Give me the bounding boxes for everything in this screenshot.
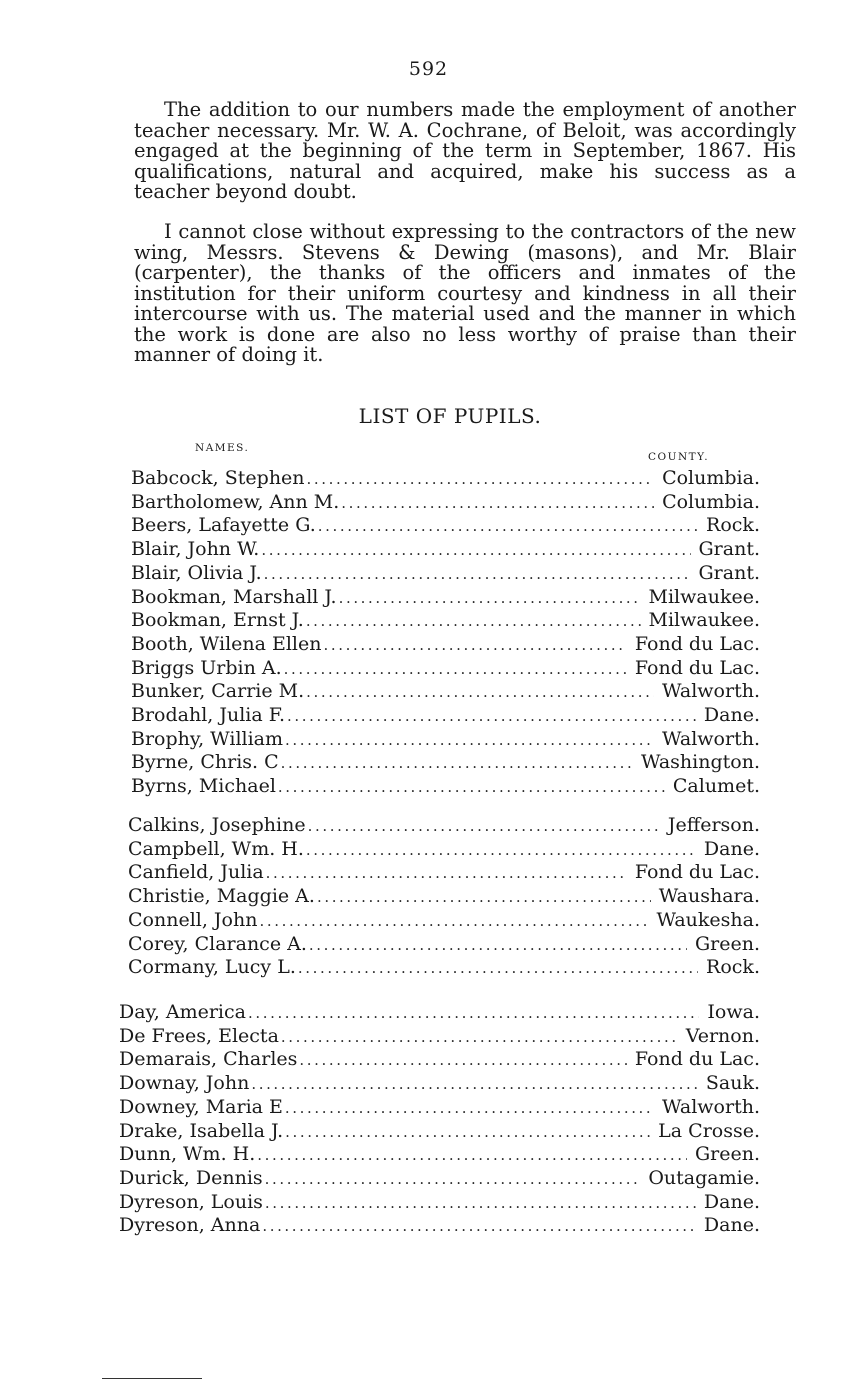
pupil-county: Vernon.	[685, 1024, 760, 1047]
pupil-county: Fond du Lac.	[634, 656, 760, 679]
pupil-name: Cormany, Lucy L.	[128, 956, 296, 979]
pupil-name: Downay, John	[119, 1072, 250, 1095]
pupil-county: Green.	[694, 932, 760, 955]
dot-leader	[324, 636, 627, 654]
pupil-county: Grant.	[698, 538, 760, 561]
pupil-name: Durick, Dennis	[119, 1166, 263, 1189]
pupil-row	[131, 657, 760, 681]
dot-leader	[306, 612, 641, 630]
pupil-name: Brophy, William	[131, 727, 284, 750]
dot-leader	[285, 1099, 654, 1117]
pupil-name: Bookman, Ernst J.	[131, 609, 304, 632]
pupil-county: Columbia.	[662, 467, 760, 489]
pupil-name: Dyreson, Anna	[119, 1214, 261, 1237]
pupil-row	[119, 1120, 760, 1144]
pupil-county: Jefferson.	[667, 814, 760, 836]
pupil-row	[131, 609, 760, 633]
dot-leader	[339, 589, 641, 607]
pupil-row	[131, 562, 760, 586]
pupil-name: Christie, Maggie A.	[128, 885, 315, 908]
pupil-row	[128, 909, 760, 933]
pupil-name: Blair, John W.	[131, 538, 260, 561]
dot-leader	[251, 1075, 698, 1093]
pupil-county: Columbia.	[662, 490, 760, 513]
pupil-row	[119, 1143, 760, 1167]
pupil-name: Blair, Olivia J.	[131, 561, 262, 584]
pupil-row	[131, 467, 760, 491]
pupil-county: Walworth.	[662, 727, 760, 750]
pupil-name: Babcock, Stephen	[131, 467, 305, 489]
dot-leader	[306, 683, 654, 701]
pupil-county: Fond du Lac.	[634, 632, 760, 655]
pupil-row	[131, 514, 760, 538]
dot-leader	[278, 778, 665, 796]
pupil-name: Beers, Lafayette G.	[131, 514, 316, 537]
dot-leader	[248, 1004, 699, 1022]
pupil-county: Milwaukee.	[648, 609, 760, 632]
pupil-name: Dunn, Wm. H.	[119, 1143, 256, 1166]
dot-leader	[307, 470, 655, 488]
pupil-row	[128, 933, 760, 957]
county-column-header: COUNTY.	[648, 451, 710, 463]
pupil-row	[119, 1025, 760, 1049]
dot-leader	[261, 541, 690, 559]
dot-leader	[265, 1194, 696, 1212]
pupil-row	[119, 1214, 760, 1238]
pupil-row	[131, 775, 760, 799]
pupil-row	[119, 1048, 760, 1072]
dot-leader	[299, 1051, 627, 1069]
dot-leader	[341, 494, 654, 512]
pupil-name: Canfield, Julia	[128, 861, 264, 884]
pupil-county: Dane.	[703, 1214, 760, 1237]
pupil-county: Waushara.	[658, 885, 760, 908]
pupil-row	[131, 491, 760, 515]
pupil-county: Grant.	[698, 561, 760, 584]
dot-leader	[298, 959, 698, 977]
pupil-name: Booth, Wilena Ellen	[131, 632, 322, 655]
pupil-name: Bookman, Marshall J.	[131, 585, 337, 608]
pupil-county: Dane.	[703, 837, 760, 860]
pupil-row	[119, 1072, 760, 1096]
dot-leader	[306, 841, 696, 859]
pupil-name: De Frees, Electa	[119, 1024, 279, 1047]
pupil-name: Drake, Isabella J.	[119, 1119, 284, 1142]
dot-leader	[309, 936, 687, 954]
dot-leader	[285, 731, 654, 749]
dot-leader	[266, 864, 627, 882]
pupil-name: Campbell, Wm. H.	[128, 837, 304, 860]
pupil-name: Bartholomew, Ann M.	[131, 490, 340, 513]
page-number: 592	[408, 58, 449, 80]
names-column-header: NAMES.	[195, 442, 250, 454]
dot-leader	[281, 754, 633, 772]
pupil-row	[131, 538, 760, 562]
dot-leader	[259, 912, 648, 930]
pupil-name: Calkins, Josephine	[128, 814, 306, 836]
pupil-name: Connell, John	[128, 908, 258, 931]
pupil-county: Rock.	[706, 956, 760, 979]
pupil-row	[119, 1191, 760, 1215]
body-paragraph-2: I cannot close without expressing to the contractors of the new wing, Messrs. Stevens & Dewing (masons), and Mr. Blair (carpenter), the thanks of the officers and inmates of the institution for their uniform courtesy and kindness in all their intercourse with us. The material used and the manner in which the work is done are also no less worthy of praise than their manner of doing it.	[134, 220, 796, 366]
pupil-county: Sauk.	[705, 1072, 760, 1095]
pupil-row	[119, 1167, 760, 1191]
pupil-name: Downey, Maria E	[119, 1095, 283, 1118]
pupil-name: Byrne, Chris. C	[131, 751, 279, 774]
dot-leader	[264, 565, 691, 583]
pupil-row	[131, 680, 760, 704]
dot-leader	[281, 1028, 678, 1046]
pupil-row	[128, 956, 760, 980]
pupil-name: Brodahl, Julia F.	[131, 704, 286, 726]
pupil-county: Milwaukee.	[648, 585, 760, 608]
pupil-county: Iowa.	[707, 1001, 760, 1023]
dot-leader	[308, 817, 660, 835]
pupil-county: Walworth.	[662, 680, 760, 703]
pupil-row	[128, 814, 760, 838]
dot-leader	[262, 1217, 696, 1235]
dot-leader	[285, 1123, 650, 1141]
pupil-row	[119, 1001, 760, 1025]
pupil-county: Rock.	[706, 514, 760, 537]
dot-leader	[317, 888, 651, 906]
pupil-row	[131, 586, 760, 610]
pupil-county: Fond du Lac.	[634, 861, 760, 884]
pupil-county: Outagamie.	[648, 1166, 760, 1189]
pupil-county: Dane.	[703, 704, 760, 726]
pupil-name: Dyreson, Louis	[119, 1190, 263, 1213]
list-title: LIST OF PUPILS.	[358, 404, 542, 428]
pupil-name: Byrns, Michael	[131, 775, 276, 798]
pupil-county: La Crosse.	[658, 1119, 760, 1142]
footer-rule	[102, 1378, 202, 1379]
pupil-county: Green.	[694, 1143, 760, 1166]
pupil-row	[131, 633, 760, 657]
pupil-row	[131, 751, 760, 775]
dot-leader	[265, 1170, 641, 1188]
pupil-county: Washington.	[640, 751, 760, 774]
pupil-row	[119, 1096, 760, 1120]
pupil-name: Bunker, Carrie M.	[131, 680, 305, 703]
pupil-name: Briggs Urbin A.	[131, 656, 282, 679]
pupil-county: Walworth.	[662, 1095, 760, 1118]
dot-leader	[318, 517, 698, 535]
pupil-name: Day, America	[119, 1001, 246, 1023]
pupil-row	[131, 704, 760, 728]
pupil-name: Demarais, Charles	[119, 1048, 298, 1071]
dot-leader	[284, 660, 627, 678]
pupil-row	[128, 838, 760, 862]
dot-leader	[257, 1146, 687, 1164]
pupil-county: Waukesha.	[656, 908, 760, 931]
pupil-county: Fond du Lac.	[634, 1048, 760, 1071]
pupil-county: Dane.	[703, 1190, 760, 1213]
pupil-row	[128, 861, 760, 885]
pupil-name: Corey, Clarance A.	[128, 932, 307, 955]
pupil-row	[128, 885, 760, 909]
pupil-county: Calumet.	[672, 775, 760, 798]
body-paragraph-1: The addition to our numbers made the employment of another teacher necessary. Mr. W. A. Cochrane, of Beloit, was accordingly engaged at the beginning of the term in September, 1867. His qualifications, natural and acquired, make his success as a teacher beyond doubt.	[134, 98, 796, 203]
pupil-row	[131, 728, 760, 752]
dot-leader	[287, 707, 696, 725]
